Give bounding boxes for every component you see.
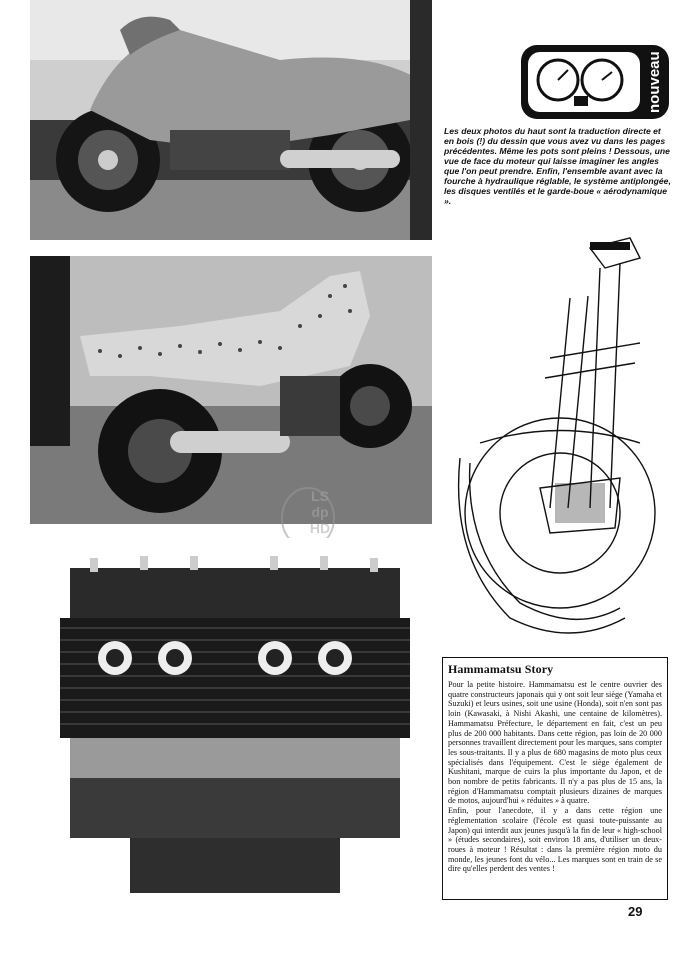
watermark-text-3: HD — [309, 520, 331, 536]
front-fork-drawing — [440, 228, 670, 648]
story-paragraph-1: Pour la petite histoire. Hammamatsu est le centre ouvrier des quatre constructeurs japonais qui y ont soit leur siège (Yamaha et Suzuki) et leurs usines, soit une usine (Honda), soit n'en sont pas loin (Kawasaki, à Nishi Akashi, une centaine de kilomètres). Hammamatsu Préfecture, le département en fait, c'est un peu plus de 200 000 habitants. Dans cette région, pas loin de 20 000 personnes travaillent directement pour les marques, sans compter les sous-traitants. Il y a plus de 680 magasins de moto plus ceux spécialisés dans l'équipement. C'est le siège également de Kushitani, marque de cuirs la plus importante du Japon, et de bon nombre de petits fabricants. Il n'y a pas plus de 15 ans, la région d'Hammamatsu comptait plusieurs dizaines de marques de motos, aujourd'hui « réduites » à quatre. — [448, 680, 662, 806]
story-sidebar-box — [442, 657, 668, 900]
photo-motorcycle-mockup-side — [30, 0, 432, 240]
page-number: 29 — [628, 904, 643, 919]
story-title: Hammamatsu Story — [448, 662, 554, 676]
photo-wooden-mockup-rear — [30, 256, 432, 524]
story-paragraph-2: Enfin, pour l'anecdote, il y a dans cette région une réglementation scolaire (l'école est quasi toute-puissante au Japon) qui interdit aux jeunes jusqu'à la fin de leur « high-school » (études secondaires), soit environ 18 ans, d'utiliser un deux-roues à moteur ! Résultat : dans la première région moto du monde, les jeunes font du vélo... Les marques sont en train de se dire qu'elles perdent des ventes ! — [448, 806, 662, 874]
nouveau-badge — [520, 44, 670, 120]
badge-label: nouveau — [646, 51, 663, 113]
watermark-text-2: dp — [311, 504, 329, 520]
photo-engine-front — [30, 538, 432, 900]
watermark-text-1: LS — [311, 488, 329, 504]
photo-caption: Les deux photos du haut sont la traduction directe et en bois (!) du dessin que vous avez vu dans les pages précédentes. Même les pots sont pleins ! Dessous, une vue de face du moteur qui laisse imaginer les angles que l'on peut prendre. Enfin, l'ensemble avant avec la fourche à hydraulique réglable, le système antiplongée, les disques ventilés et le garde-boue « aérodynamique ». — [444, 126, 671, 206]
